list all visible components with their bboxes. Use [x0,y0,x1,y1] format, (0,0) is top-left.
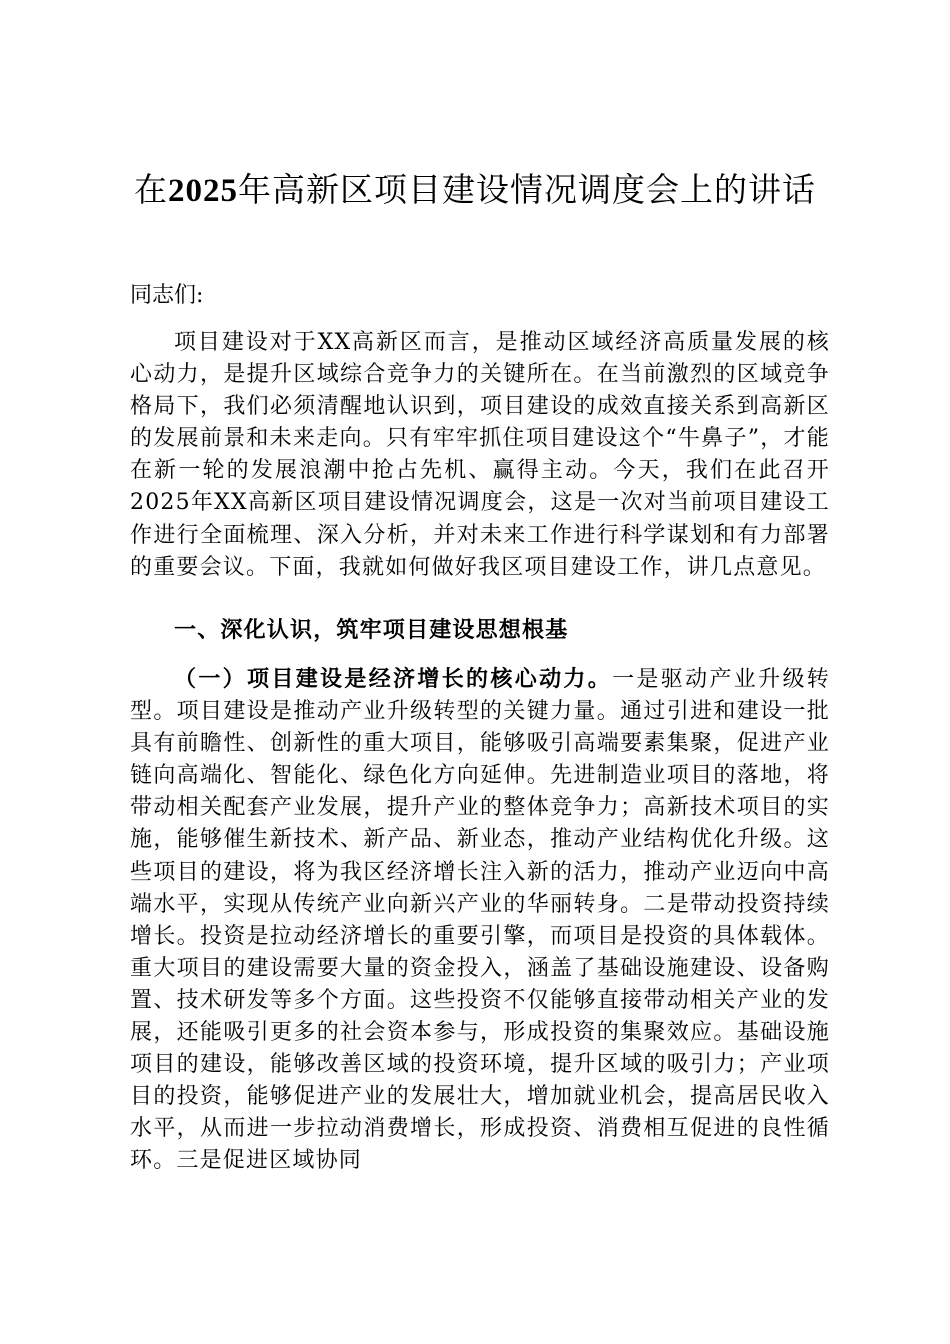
intro-paragraph: 项目建设对于XX高新区而言，是推动区域经济高质量发展的核心动力，是提升区域综合竞争力的关键所在。在当前激烈的区域竞争格局下，我们必须清醒地认识到，项目建设的成效直接关系到高新区的发展前景和未来走向。只有牢牢抓住项目建设这个“牛鼻子”，才能在新一轮的发展浪潮中抢占先机、赢得主动。今天，我们在此召开2025年XX高新区项目建设情况调度会，这是一次对当前项目建设工作进行全面梳理、深入分析，并对未来工作进行科学谋划和有力部署的重要会议。下面，我就如何做好我区项目建设工作，讲几点意见。 [130,330,830,580]
subsection-body: 一是驱动产业升级转型。项目建设是推动产业升级转型的关键力量。通过引进和建设一批具有前瞻性、创新性的重大项目，能够吸引高端要素集聚，促进产业链向高端化、智能化、绿色化方向延伸。先进制造业项目的落地，将带动相关配套产业发展，提升产业的整体竞争力；高新技术项目的实施，能够催生新技术、新产品、新业态，推动产业结构优化升级。这些项目的建设，将为我区经济增长注入新的活力，推动产业迈向中高端水平，实现从传统产业向新兴产业的华丽转身。二是带动投资持续增长。投资是拉动经济增长的重要引擎，而项目是投资的具体载体。重大项目的建设需要大量的资金投入，涵盖了基础设施建设、设备购置、技术研发等多个方面。这些投资不仅能够直接带动相关产业的发展，还能吸引更多的社会资本参与，形成投资的集聚效应。基础设施项目的建设，能够改善区域的投资环境，提升区域的吸引力；产业项目的投资，能够促进产业的发展壮大，增加就业机会，提高居民收入水平，从而进一步拉动消费增长，形成投资、消费相互促进的良性循环。三是促进区域协同 [130,667,830,1174]
section-heading: 一、深化认识，筑牢项目建设思想根基 [174,617,569,643]
salutation: 同志们: [130,283,204,308]
subsection-lead: （一）项目建设是经济增长的核心动力。 [174,666,613,692]
title-prefix: 在 [134,170,168,209]
document-title [120,163,830,218]
title-year: 2025 [168,173,238,209]
title-suffix: 年高新区项目建设情况调度会上的讲话 [238,170,816,209]
subsection-paragraph [130,663,830,1178]
